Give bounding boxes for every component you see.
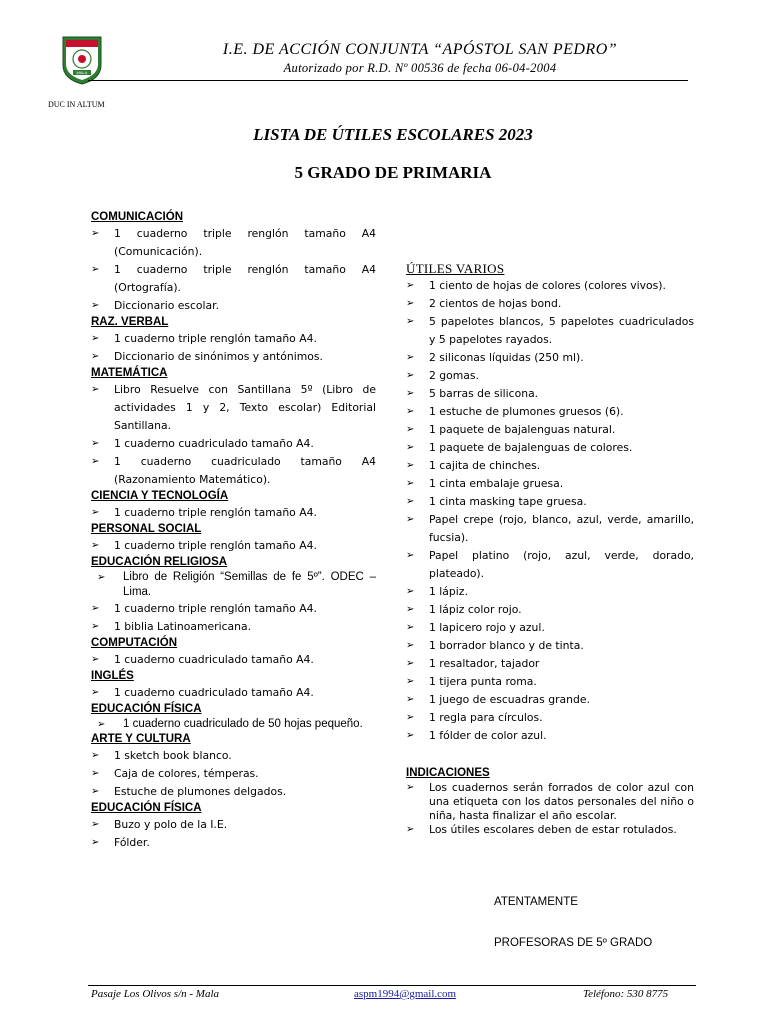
- list-item: [91, 330, 376, 348]
- arrow-bullet-icon: ➢: [406, 604, 415, 615]
- list-item-text: 1 tijera punta roma.: [429, 675, 537, 688]
- arrow-bullet-icon: ➢: [406, 550, 415, 561]
- arrow-bullet-icon: ➢: [406, 730, 415, 741]
- section-heading: PERSONAL SOCIAL: [91, 523, 202, 535]
- section-heading: INGLÉS: [91, 670, 134, 682]
- arrow-bullet-icon: ➢: [91, 456, 100, 467]
- list-item: [406, 709, 694, 727]
- arrow-bullet-icon: ➢: [91, 438, 100, 449]
- arrow-bullet-icon: ➢: [406, 316, 415, 327]
- arrow-bullet-icon: ➢: [91, 264, 100, 275]
- list-item-text: 2 cientos de hojas bond.: [429, 297, 562, 310]
- list-item: [406, 295, 694, 313]
- list-item: [406, 277, 694, 295]
- arrow-bullet-icon: ➢: [406, 782, 415, 793]
- section-heading: ARTE Y CULTURA: [91, 733, 191, 745]
- list-item: [91, 765, 376, 783]
- closing-regards: ATENTAMENTE: [494, 896, 578, 908]
- list-item-text: 1 juego de escuadras grande.: [429, 693, 590, 706]
- header-divider: [88, 80, 688, 81]
- section-heading-indicaciones: INDICACIONES: [406, 767, 490, 779]
- list-item: [91, 570, 376, 600]
- authorization-line: Autorizado por R.D. Nº 00536 de fecha 06-04-2004: [283, 61, 557, 75]
- right-column: [406, 260, 694, 837]
- list-item: [91, 816, 376, 834]
- list-item: [406, 781, 694, 823]
- list-item-text: Papel crepe (rojo, blanco, azul, verde, amarillo, fucsia).: [429, 513, 694, 544]
- list-item: [406, 349, 694, 367]
- arrow-bullet-icon: ➢: [406, 640, 415, 651]
- arrow-bullet-icon: ➢: [91, 333, 100, 344]
- arrow-bullet-icon: ➢: [97, 719, 106, 730]
- arrow-bullet-icon: ➢: [406, 622, 415, 633]
- list-item-text: 1 cuaderno cuadriculado de 50 hojas pequeño.: [123, 718, 363, 730]
- list-item-text: 1 lapicero rojo y azul.: [429, 621, 545, 634]
- list-item-text: 1 cuaderno triple renglón tamaño A4.: [114, 539, 317, 552]
- list-item: [91, 684, 376, 702]
- list-item-text: Caja de colores, témperas.: [114, 767, 259, 780]
- list-item: [91, 537, 376, 555]
- list-item-text: 1 biblia Latinoamericana.: [114, 620, 252, 633]
- list-item-text: Diccionario escolar.: [114, 299, 220, 312]
- list-item: [406, 655, 694, 673]
- arrow-bullet-icon: ➢: [406, 712, 415, 723]
- arrow-bullet-icon: ➢: [406, 496, 415, 507]
- arrow-bullet-icon: ➢: [91, 507, 100, 518]
- list-item-text: 1 cajita de chinches.: [429, 459, 541, 472]
- footer-email-link[interactable]: aspm1994@gmail.com: [354, 988, 457, 1000]
- list-item-text: 1 cuaderno triple renglón tamaño A4.: [114, 332, 317, 345]
- list-item: [91, 297, 376, 315]
- arrow-bullet-icon: ➢: [406, 824, 415, 835]
- list-item: [91, 435, 376, 453]
- indications-list: [406, 781, 694, 837]
- list-item-text: 1 paquete de bajalenguas de colores.: [429, 441, 633, 454]
- list-item: [406, 619, 694, 637]
- list-item: [406, 475, 694, 493]
- list-item-text: Libro de Religión “Semillas de fe 5º”. ODEC – Lima.: [123, 571, 376, 598]
- section-heading-utiles-varios: ÚTILES VARIOS: [406, 261, 505, 276]
- list-item-text: 5 barras de silicona.: [429, 387, 539, 400]
- list-item: [91, 504, 376, 522]
- list-item: [406, 439, 694, 457]
- closing-signature: PROFESORAS DE 5º GRADO: [494, 937, 653, 949]
- arrow-bullet-icon: ➢: [91, 819, 100, 830]
- section-heading: EDUCACIÓN FÍSICA: [91, 802, 202, 814]
- list-item: [406, 727, 694, 745]
- list-item: [406, 601, 694, 619]
- section-heading: MATEMÁTICA: [91, 367, 168, 379]
- arrow-bullet-icon: ➢: [406, 478, 415, 489]
- grade-title: 5 GRADO DE PRIMARIA: [294, 163, 492, 182]
- section-heading: COMUNICACIÓN: [91, 211, 183, 223]
- list-item-text: Estuche de plumones delgados.: [114, 785, 287, 798]
- list-item: [406, 583, 694, 601]
- arrow-bullet-icon: ➢: [406, 694, 415, 705]
- arrow-bullet-icon: ➢: [406, 280, 415, 291]
- list-item: [406, 313, 694, 349]
- list-item-text: Diccionario de sinónimos y antónimos.: [114, 350, 323, 363]
- list-item-text: Los útiles escolares deben de estar rotulados.: [429, 823, 677, 836]
- section-heading: COMPUTACIÓN: [91, 637, 178, 649]
- list-item-text: 1 cuaderno triple renglón tamaño A4.: [114, 506, 317, 519]
- arrow-bullet-icon: ➢: [406, 658, 415, 669]
- list-item: [91, 618, 376, 636]
- arrow-bullet-icon: ➢: [406, 406, 415, 417]
- list-item-text: Libro Resuelve con Santillana 5º (Libro de actividades 1 y 2, Texto escolar) Editorial Santillana.: [114, 383, 376, 432]
- arrow-bullet-icon: ➢: [91, 750, 100, 761]
- arrow-bullet-icon: ➢: [406, 460, 415, 471]
- list-item: [406, 367, 694, 385]
- arrow-bullet-icon: ➢: [91, 654, 100, 665]
- list-item: [91, 834, 376, 852]
- arrow-bullet-icon: ➢: [406, 388, 415, 399]
- list-item: [406, 637, 694, 655]
- list-item: [91, 600, 376, 618]
- list-item-text: 1 cuaderno cuadriculado tamaño A4.: [114, 437, 314, 450]
- arrow-bullet-icon: ➢: [91, 228, 100, 239]
- list-item: [91, 651, 376, 669]
- arrow-bullet-icon: ➢: [91, 837, 100, 848]
- list-item: [91, 261, 376, 297]
- list-item-text: 1 cuaderno triple renglón tamaño A4.: [114, 602, 317, 615]
- list-item-text: 1 ciento de hojas de colores (colores vivos).: [429, 279, 666, 292]
- arrow-bullet-icon: ➢: [406, 298, 415, 309]
- footer-address: Pasaje Los Olivos s/n - Mala: [91, 988, 220, 1000]
- list-item: [406, 823, 694, 837]
- arrow-bullet-icon: ➢: [91, 540, 100, 551]
- section-heading: CIENCIA Y TECNOLOGÍA: [91, 490, 229, 502]
- list-item: [406, 493, 694, 511]
- list-item: [406, 421, 694, 439]
- list-item-text: 1 cuaderno triple renglón tamaño A4 (Ortografía).: [114, 263, 376, 294]
- school-name: I.E. DE ACCIÓN CONJUNTA “APÓSTOL SAN PEDRO”: [222, 41, 618, 58]
- list-item: [406, 403, 694, 421]
- section-heading: EDUCACIÓN FÍSICA: [91, 703, 202, 715]
- arrow-bullet-icon: ➢: [406, 370, 415, 381]
- list-item: [406, 673, 694, 691]
- list-item: [91, 348, 376, 366]
- arrow-bullet-icon: ➢: [406, 514, 415, 525]
- list-item-text: 1 sketch book blanco.: [114, 749, 232, 762]
- arrow-bullet-icon: ➢: [91, 621, 100, 632]
- arrow-bullet-icon: ➢: [91, 603, 100, 614]
- footer-divider: [88, 985, 696, 986]
- list-item-text: 1 borrador blanco y de tinta.: [429, 639, 584, 652]
- section-heading: RAZ. VERBAL: [91, 316, 169, 328]
- section-heading: EDUCACIÓN RELIGIOSA: [91, 556, 228, 568]
- list-item-text: 1 lápiz color rojo.: [429, 603, 522, 616]
- left-column: [91, 210, 376, 852]
- school-crest-logo: [61, 35, 103, 85]
- document-title: LISTA DE ÚTILES ESCOLARES 2023: [253, 125, 533, 144]
- list-item: [406, 691, 694, 709]
- svg-text:MALA: MALA: [76, 70, 88, 75]
- arrow-bullet-icon: ➢: [91, 384, 100, 395]
- list-item-text: 1 paquete de bajalenguas natural.: [429, 423, 616, 436]
- list-item-text: 1 regla para círculos.: [429, 711, 543, 724]
- list-item-text: 1 estuche de plumones gruesos (6).: [429, 405, 624, 418]
- arrow-bullet-icon: ➢: [406, 676, 415, 687]
- arrow-bullet-icon: ➢: [91, 768, 100, 779]
- list-item-text: 1 resaltador, tajador: [429, 657, 540, 670]
- list-item-text: 1 cuaderno cuadriculado tamaño A4 (Razonamiento Matemático).: [114, 455, 376, 486]
- arrow-bullet-icon: ➢: [97, 572, 106, 583]
- arrow-bullet-icon: ➢: [406, 352, 415, 363]
- arrow-bullet-icon: ➢: [406, 424, 415, 435]
- list-item-text: 5 papelotes blancos, 5 papelotes cuadriculados y 5 papelotes rayados.: [429, 315, 694, 346]
- list-item-text: 1 cinta masking tape gruesa.: [429, 495, 587, 508]
- list-item: [406, 457, 694, 475]
- list-item: [91, 381, 376, 435]
- arrow-bullet-icon: ➢: [91, 786, 100, 797]
- list-item: [91, 783, 376, 801]
- utiles-varios-list: [406, 277, 694, 745]
- footer-phone: Teléfono: 530 8775: [583, 988, 669, 1000]
- list-item: [406, 511, 694, 547]
- list-item: [406, 547, 694, 583]
- list-item: [406, 385, 694, 403]
- list-item-text: 1 cinta embalaje gruesa.: [429, 477, 564, 490]
- list-item-text: Papel platino (rojo, azul, verde, dorado, plateado).: [429, 549, 694, 580]
- list-item: [91, 717, 376, 732]
- list-item-text: 1 cuaderno cuadriculado tamaño A4.: [114, 653, 314, 666]
- list-item-text: 1 cuaderno triple renglón tamaño A4 (Comunicación).: [114, 227, 376, 258]
- arrow-bullet-icon: ➢: [406, 442, 415, 453]
- arrow-bullet-icon: ➢: [91, 300, 100, 311]
- list-item-text: Buzo y polo de la I.E.: [114, 818, 228, 831]
- school-motto: DUC IN ALTUM: [48, 100, 105, 109]
- list-item-text: 1 lápiz.: [429, 585, 468, 598]
- list-item-text: 2 siliconas líquidas (250 ml).: [429, 351, 584, 364]
- list-item-text: 2 gomas.: [429, 369, 479, 382]
- arrow-bullet-icon: ➢: [91, 351, 100, 362]
- list-item-text: Fólder.: [114, 836, 150, 849]
- list-item: [91, 747, 376, 765]
- arrow-bullet-icon: ➢: [406, 586, 415, 597]
- list-item-text: 1 fólder de color azul.: [429, 729, 547, 742]
- list-item: [91, 453, 376, 489]
- arrow-bullet-icon: ➢: [91, 687, 100, 698]
- list-item: [91, 225, 376, 261]
- list-item-text: 1 cuaderno cuadriculado tamaño A4.: [114, 686, 314, 699]
- list-item-text: Los cuadernos serán forrados de color azul con una etiqueta con los datos personales del niño o niña, hasta finalizar el año escolar.: [429, 781, 694, 822]
